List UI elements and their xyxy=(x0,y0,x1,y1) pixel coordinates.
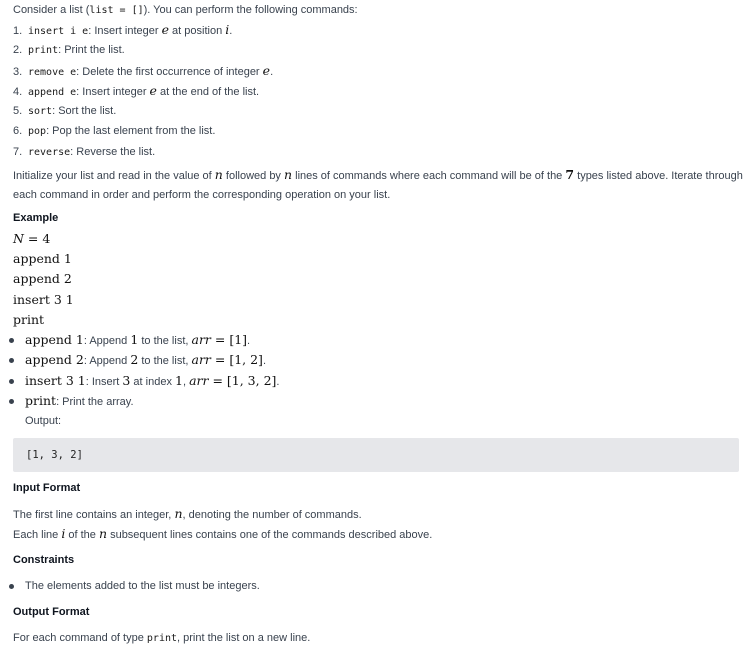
command-item: 3. remove e: Delete the first occurrence of integer e. xyxy=(13,63,274,78)
bullet-dot xyxy=(9,358,14,363)
bullet-dot xyxy=(9,584,14,589)
output-format-heading: Output Format xyxy=(13,606,90,618)
explanation-item: append 2: Append 2 to the list, arr = [1, 2]. xyxy=(25,352,266,367)
bullet-dot xyxy=(9,379,14,384)
bullet-dot xyxy=(9,399,14,404)
init-paragraph-line-1: Initialize your list and read in the value of n followed by n lines of commands where each command will be of the 7 types listed above. Iterate through xyxy=(13,167,743,182)
explanation-item: insert 3 1: Insert 3 at index 1, arr = [1, 3, 2]. xyxy=(25,373,280,388)
input-format-line-2: Each line i of the n subsequent lines contains one of the commands described above. xyxy=(13,526,433,541)
example-input-line: append 2 xyxy=(13,271,72,286)
constraints-heading: Constraints xyxy=(13,554,75,566)
bullet-dot xyxy=(9,338,14,343)
example-input-line: append 1 xyxy=(13,251,72,266)
explanation-item: print: Print the array. xyxy=(25,393,134,408)
constraint-item: The elements added to the list must be integers. xyxy=(25,580,260,592)
output-code: [1, 3, 2] xyxy=(26,449,83,461)
intro-text: Consider a list (list = []). You can perform the following commands: xyxy=(13,4,358,16)
command-item: 5. sort: Sort the list. xyxy=(13,105,117,117)
example-n: N = 4 xyxy=(13,231,51,246)
command-item: 4. append e: Insert integer e at the end of the list. xyxy=(13,83,260,98)
command-item: 6. pop: Pop the last element from the list. xyxy=(13,125,216,137)
explanation-item: append 1: Append 1 to the list, arr = [1]. xyxy=(25,332,251,347)
input-format-line-1: The first line contains an integer, n, denoting the number of commands. xyxy=(13,506,362,521)
command-item: 2. print: Print the list. xyxy=(13,44,125,56)
command-item: 1. insert i e: Insert integer e at position i. xyxy=(13,22,233,37)
example-input-line: print xyxy=(13,312,45,327)
example-input-line: insert 3 1 xyxy=(13,292,74,307)
output-label: Output: xyxy=(25,415,62,427)
output-format-text: For each command of type print, print the list on a new line. xyxy=(13,632,311,644)
output-code-block xyxy=(13,438,739,472)
input-format-heading: Input Format xyxy=(13,482,81,494)
init-paragraph-line-2: each command in order and perform the corresponding operation on your list. xyxy=(13,189,391,201)
command-item: 7. reverse: Reverse the list. xyxy=(13,146,156,158)
example-heading: Example xyxy=(13,212,59,224)
list-init-code: list = [] xyxy=(89,5,144,16)
